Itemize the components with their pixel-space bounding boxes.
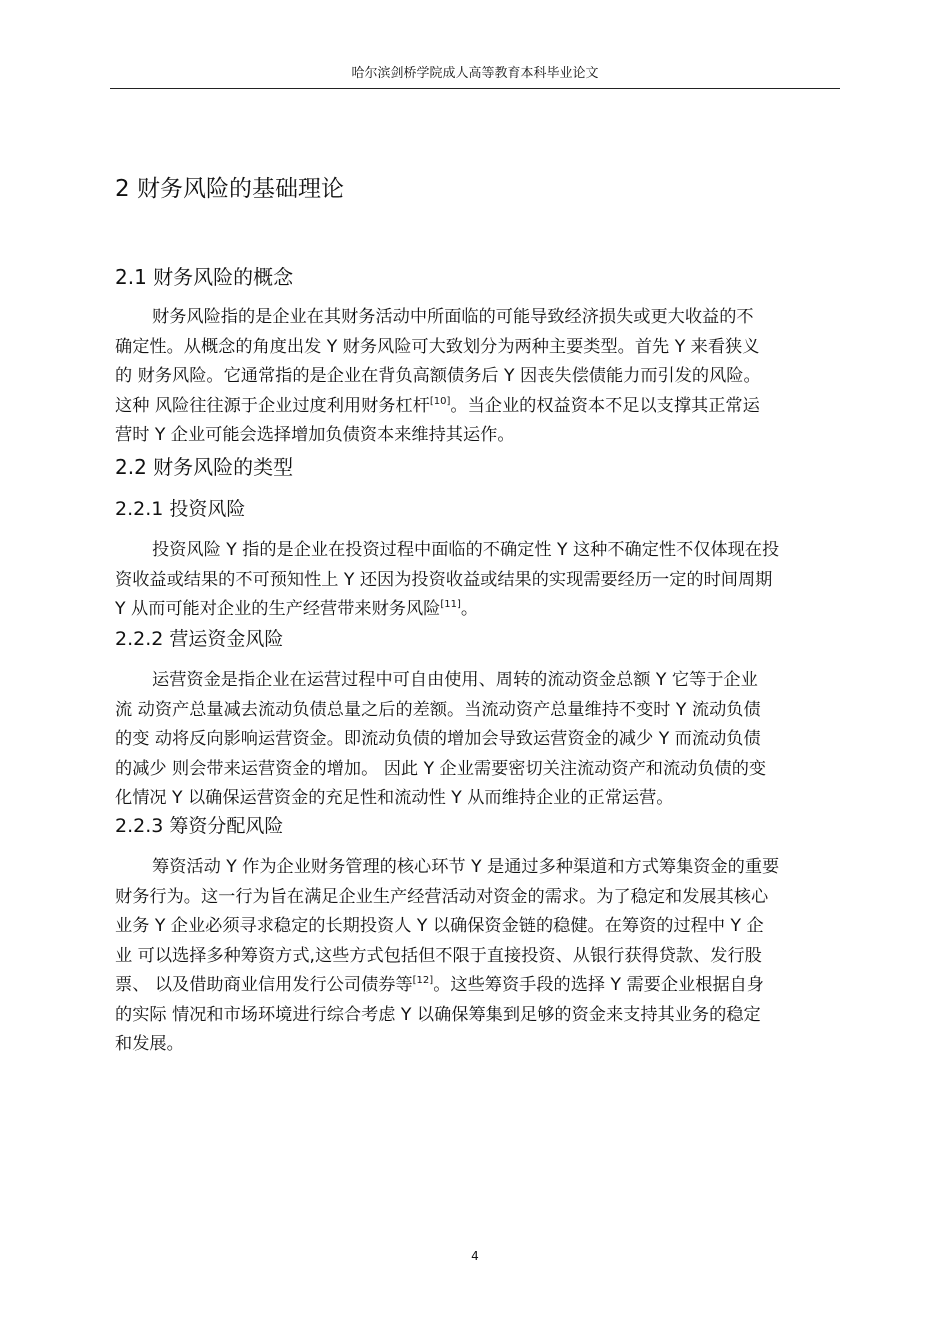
text-segment: 。当企业的权益资本不足以支撑其正常运 — [450, 395, 760, 416]
subsection-heading-2-2-1: 2.2.1 投资风险 — [115, 498, 246, 520]
citation-ref: [12] — [412, 975, 434, 986]
paragraph-2-2-3 — [115, 853, 845, 1060]
text-line: 的变 动将反向影响运营资金。即流动负债的增加会导致运营资金的减少 Y 而流动负债 — [115, 729, 761, 749]
text-line: 的减少 则会带来运营资金的增加。 因此 Y 企业需要密切关注流动资产和流动负债的变 — [115, 758, 767, 779]
text-line: 化情况 Y 以确保运营资金的充足性和流动性 Y 从而维持企业的正常运营。 — [115, 788, 674, 808]
text-segment: 票、 以及借助商业信用发行公司债券等 — [115, 975, 413, 995]
running-header-title: 哈尔滨剑桥学院成人高等教育本科毕业论文 — [351, 66, 599, 81]
text-line: 业务 Y 企业必须寻求稳定的长期投资人 Y 以确保资金链的稳健。在筹资的过程中 Y 企 — [115, 916, 764, 936]
paragraph-2-2-2 — [115, 666, 845, 814]
text-line: 流 动资产总量减去流动负债总量之后的差额。当流动资产总量维持不变时 Y 流动负债 — [115, 699, 761, 720]
text-line: 确定性。从概念的角度出发 Y 财务风险可大致划分为两种主要类型。首先 Y 来看狭义 — [115, 336, 760, 357]
citation-ref: [10] — [429, 395, 451, 407]
text-line: 投资风险 Y 指的是企业在投资过程中面临的不确定性 Y 这种不确定性不仅体现在投 — [152, 540, 780, 560]
text-line: 和发展。 — [115, 1034, 184, 1054]
text-line: 的 财务风险。它通常指的是企业在背负高额债务后 Y 因丧失偿债能力而引发的风险。 — [115, 366, 761, 386]
text-line: 业 可以选择多种筹资方式,这些方式包括但不限于直接投资、从银行获得贷款、发行股 — [115, 945, 762, 966]
text-line — [115, 595, 845, 625]
paragraph-2-1 — [115, 303, 845, 451]
text-line: 运营资金是指企业在运营过程中可自由使用、周转的流动资金总额 Y 它等于企业 — [152, 670, 758, 690]
text-line: 财务行为。这一行为旨在满足企业生产经营活动对资金的需求。为了稳定和发展其核心 — [115, 886, 769, 907]
text-line: 的实际 情况和市场环境进行综合考虑 Y 以确保筹集到足够的资金来支持其业务的稳定 — [115, 1004, 761, 1025]
text-segment: 这种 风险往往源于企业过度利用财务杠杆 — [115, 395, 430, 416]
subsection-heading-2-2-3: 2.2.3 筹资分配风险 — [115, 815, 284, 837]
citation-ref: [11] — [440, 599, 461, 610]
text-segment: Y 从而可能对企业的生产经营带来财务风险 — [115, 599, 441, 619]
text-segment: 。 — [460, 599, 479, 619]
chapter-title: 2 财务风险的基础理论 — [115, 176, 344, 202]
text-segment: 。这些筹资手段的选择 Y 需要企业根据自身 — [433, 975, 764, 995]
running-header — [110, 60, 840, 89]
section-heading-2-1: 2.1 财务风险的概念 — [115, 265, 294, 289]
section-heading-2-2: 2.2 财务风险的类型 — [115, 455, 294, 479]
paragraph-2-2-1 — [115, 536, 845, 625]
text-line: 筹资活动 Y 作为企业财务管理的核心环节 Y 是通过多种渠道和方式筹集资金的重要 — [152, 857, 780, 877]
subsection-heading-2-2-2: 2.2.2 营运资金风险 — [115, 628, 284, 650]
text-line — [115, 971, 845, 1001]
text-line — [115, 392, 845, 422]
text-line: 财务风险指的是企业在其财务活动中所面临的可能导致经济损失或更大收益的不 — [152, 307, 754, 327]
text-line: 营时 Y 企业可能会选择增加负债资本来维持其运作。 — [115, 425, 515, 445]
page-number: 4 — [471, 1249, 479, 1263]
text-line: 资收益或结果的不可预知性上 Y 还因为投资收益或结果的实现需要经历一定的时间周期 — [115, 569, 773, 590]
